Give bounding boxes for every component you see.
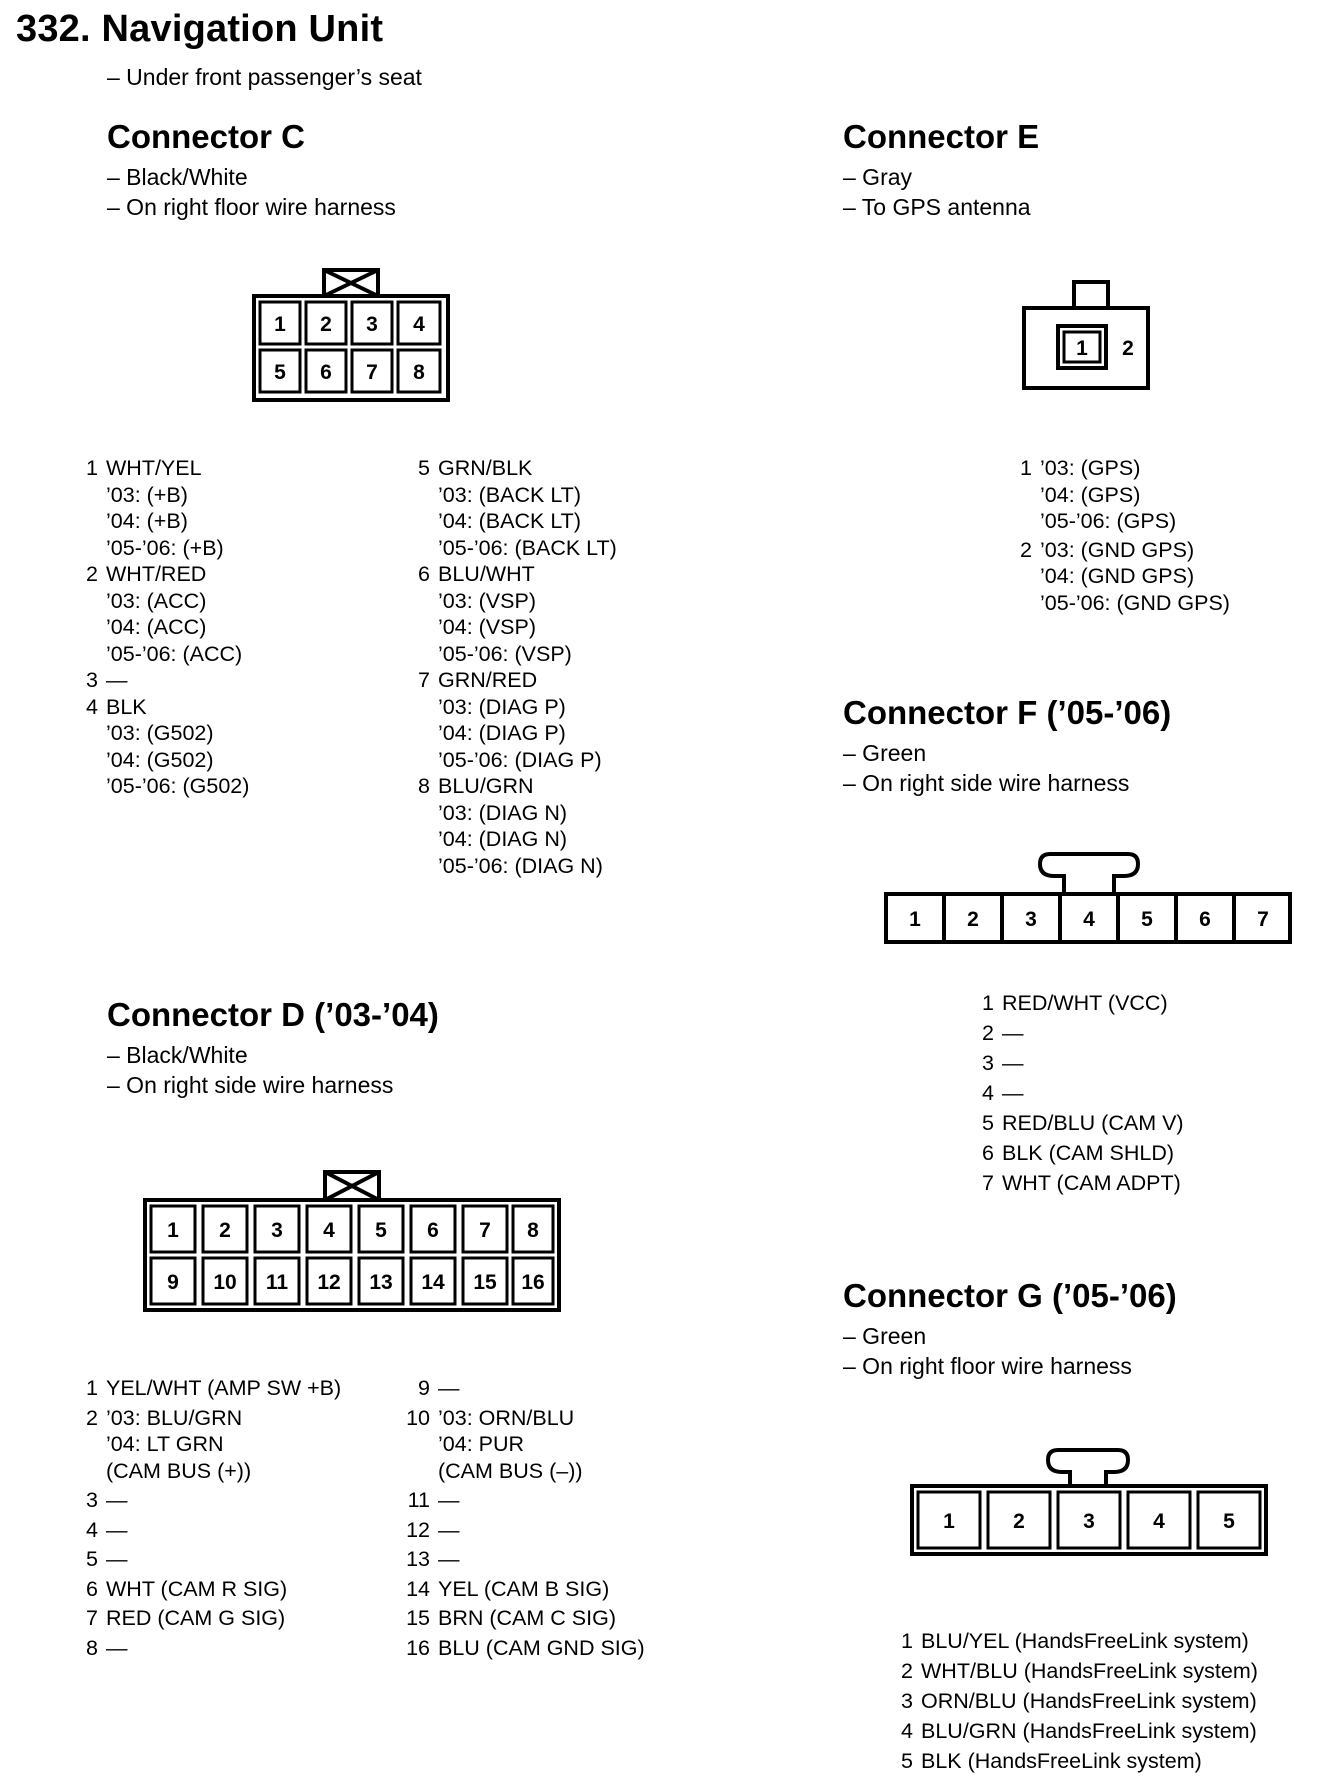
pin-wire: —	[106, 1547, 128, 1571]
pin-wire: RED/BLU (CAM V)	[1002, 1111, 1184, 1135]
connector-f-pin-label: 1	[909, 908, 921, 931]
connector-d-pin-label: 8	[527, 1219, 539, 1242]
pin-detail: ’05-’06: (+B)	[106, 535, 224, 560]
connector-g-section	[843, 1277, 1177, 1381]
connector-f-section	[843, 694, 1171, 798]
pin-detail: ’04: (GND GPS)	[1040, 564, 1195, 588]
pin-row	[964, 990, 1184, 1020]
pin-wire: —	[106, 1517, 128, 1542]
pin-detail: ’04: (VSP)	[438, 615, 536, 639]
pin-row	[394, 1605, 645, 1632]
connector-g-pin-label: 4	[1153, 1510, 1165, 1533]
pin-detail: ’03: (GPS)	[1040, 456, 1141, 480]
connector-g-latch	[1048, 1450, 1128, 1486]
pin-number: 1	[86, 456, 98, 480]
pin-detail: ’03: (G502)	[106, 721, 214, 745]
pin-row	[72, 1487, 341, 1514]
connector-e-color: – Gray	[843, 164, 913, 190]
connector-f-pin-label: 6	[1199, 908, 1211, 931]
pin-number: 5	[901, 1749, 913, 1773]
connector-f-diagram	[882, 850, 1294, 946]
pin-row	[964, 1140, 1184, 1170]
pin-wire: BLU/GRN	[438, 774, 534, 798]
pin-row	[72, 1576, 341, 1603]
connector-e-diagram	[1020, 278, 1156, 392]
connector-c-pin-label: 3	[366, 313, 378, 336]
connector-d-pin-label: 4	[323, 1219, 335, 1242]
pin-wire: BRN (CAM C SIG)	[438, 1606, 616, 1630]
pin-row	[883, 1628, 1258, 1658]
pin-number: 2	[1020, 537, 1032, 562]
pin-detail: (CAM BUS (+))	[106, 1458, 252, 1483]
connector-d-pin-label: 11	[265, 1271, 289, 1294]
pin-detail: ’05-’06: (VSP)	[438, 641, 572, 666]
pin-wire: BLU/YEL (HandsFreeLink system)	[921, 1629, 1249, 1653]
pin-number: 8	[418, 774, 430, 798]
pin-number: 13	[406, 1547, 430, 1571]
connector-d-pin-label: 9	[167, 1271, 179, 1294]
connector-d-pin-label: 6	[427, 1219, 439, 1242]
pin-number: 1	[86, 1376, 98, 1400]
pin-number: 7	[982, 1171, 994, 1195]
pin-wire: BLK (HandsFreeLink system)	[921, 1749, 1202, 1773]
pin-number: 7	[86, 1606, 98, 1630]
pin-wire: GRN/BLK	[438, 456, 533, 480]
connector-f-color: – Green	[843, 740, 927, 766]
pin-wire: —	[438, 1517, 460, 1542]
pin-wire: —	[438, 1488, 460, 1512]
pin-row	[883, 1688, 1258, 1718]
pin-row	[72, 1605, 341, 1632]
connector-g-pinlist	[883, 1628, 1258, 1778]
pin-row	[883, 1748, 1258, 1778]
connector-d-pin-label: 5	[375, 1219, 387, 1242]
connector-g-pin-label: 3	[1083, 1510, 1095, 1533]
pin-wire: ’03: ORN/BLU	[438, 1405, 575, 1430]
pin-row	[964, 1050, 1184, 1080]
pin-wire: WHT/BLU (HandsFreeLink system)	[921, 1659, 1258, 1683]
connector-f-pin-label: 5	[1141, 908, 1153, 931]
connector-c-pinlist-right	[404, 455, 617, 879]
page-title: 332. Navigation Unit	[16, 8, 384, 50]
pin-number: 3	[86, 1488, 98, 1512]
pin-number: 7	[418, 668, 430, 692]
pin-number: 5	[418, 456, 430, 480]
connector-c-pin-label: 2	[320, 313, 332, 336]
pin-row	[404, 773, 617, 879]
connector-d-pin-label: 3	[271, 1219, 283, 1242]
pin-wire: BLU/WHT	[438, 562, 535, 586]
pin-row	[394, 1546, 645, 1573]
pin-row	[72, 1546, 341, 1573]
connector-g-color: – Green	[843, 1323, 927, 1349]
pin-number: 10	[406, 1405, 430, 1430]
pin-number: 16	[406, 1635, 430, 1660]
pin-wire: RED (CAM G SIG)	[106, 1606, 286, 1630]
connector-f-pin-label: 3	[1025, 908, 1037, 931]
pin-wire: GRN/RED	[438, 668, 538, 692]
pin-detail: ’03: (GND GPS)	[1040, 537, 1195, 562]
pin-row	[964, 1110, 1184, 1140]
pin-row	[394, 1576, 645, 1603]
page-location: – Under front passenger’s seat	[107, 64, 422, 90]
pin-row	[394, 1487, 645, 1514]
pin-wire: —	[1002, 1081, 1024, 1105]
pin-number: 5	[982, 1111, 994, 1135]
pin-detail: ’03: (+B)	[106, 482, 188, 507]
connector-g-pin-label: 5	[1223, 1510, 1235, 1533]
connector-f-pin-label: 7	[1257, 908, 1269, 931]
connector-c-pin-label: 7	[366, 361, 378, 384]
pin-number: 4	[982, 1081, 994, 1105]
pin-number: 3	[901, 1689, 913, 1713]
connector-f-pinlist	[964, 990, 1184, 1200]
pin-wire: —	[438, 1547, 460, 1571]
pin-detail: ’04: (G502)	[106, 747, 214, 772]
connector-d-diagram	[141, 1168, 565, 1314]
connector-c-color: – Black/White	[107, 164, 248, 190]
pin-row	[883, 1718, 1258, 1748]
pin-wire: RED/WHT (VCC)	[1002, 991, 1168, 1015]
pin-row	[964, 1080, 1184, 1110]
pin-row	[72, 1405, 341, 1485]
pin-wire: WHT/RED	[106, 562, 207, 586]
pin-detail: ’04: (GPS)	[1040, 482, 1141, 507]
pin-number: 12	[406, 1517, 430, 1542]
pin-number: 4	[86, 694, 98, 719]
pin-wire: YEL/WHT (AMP SW +B)	[106, 1376, 342, 1400]
pin-number: 1	[982, 991, 994, 1015]
pin-wire: BLK	[106, 694, 147, 719]
pin-number: 6	[86, 1576, 98, 1601]
pin-row	[394, 1517, 645, 1544]
pin-number: 4	[86, 1517, 98, 1542]
connector-g-location: – On right floor wire harness	[843, 1353, 1132, 1379]
connector-d-location: – On right side wire harness	[107, 1072, 394, 1098]
connector-e-section	[843, 118, 1039, 222]
connector-d-pin-label: 2	[219, 1219, 231, 1242]
pin-wire: BLK (CAM SHLD)	[1002, 1141, 1175, 1165]
pin-wire: —	[106, 1635, 128, 1660]
pin-row	[72, 694, 249, 800]
pin-number: 1	[901, 1629, 913, 1653]
connector-f-heading: Connector F (’05-’06)	[843, 694, 1172, 731]
connector-c-pinlist-left	[72, 455, 249, 800]
pin-detail: ’03: (ACC)	[106, 588, 207, 613]
connector-e-pin-label: 1	[1076, 337, 1088, 360]
pin-wire: —	[1002, 1021, 1024, 1045]
pin-row	[72, 561, 249, 667]
connector-c-section	[107, 118, 396, 222]
pin-detail: ’04: LT GRN	[106, 1432, 224, 1456]
connector-c-pin-label: 8	[413, 361, 425, 384]
connector-f-pin-label: 4	[1083, 908, 1095, 931]
connector-d-section	[107, 996, 439, 1100]
connector-d-pinlist-right	[394, 1375, 645, 1661]
pin-number: 9	[418, 1376, 430, 1400]
pin-row	[404, 667, 617, 773]
pin-wire: ORN/BLU (HandsFreeLink system)	[921, 1689, 1257, 1713]
connector-g-pin-label: 1	[943, 1510, 955, 1533]
pin-wire: —	[1002, 1051, 1024, 1075]
pin-row	[72, 1375, 341, 1402]
pin-wire: —	[106, 668, 128, 692]
connector-c-location: – On right floor wire harness	[107, 194, 396, 220]
pin-detail: ’05-’06: (G502)	[106, 774, 250, 798]
pin-number: 2	[86, 562, 98, 586]
pin-detail: ’03: (DIAG N)	[438, 800, 568, 825]
pin-row	[404, 561, 617, 667]
connector-f-location: – On right side wire harness	[843, 770, 1130, 796]
connector-f-latch	[1040, 854, 1138, 894]
pin-wire: WHT (CAM R SIG)	[106, 1576, 288, 1601]
pin-detail: ’04: (BACK LT)	[438, 509, 581, 533]
pin-wire: ’03: BLU/GRN	[106, 1405, 243, 1430]
connector-g-pin-label: 2	[1013, 1510, 1025, 1533]
pin-row	[394, 1375, 645, 1402]
pin-wire: BLU (CAM GND SIG)	[438, 1635, 645, 1660]
pin-row	[72, 667, 249, 694]
connector-e-pinlist	[1006, 455, 1230, 616]
pin-detail: ’05-’06: (DIAG P)	[438, 747, 602, 772]
pin-detail: (CAM BUS (–))	[438, 1458, 583, 1483]
pin-number: 11	[407, 1488, 430, 1512]
pin-number: 4	[901, 1719, 913, 1743]
pin-row	[1006, 455, 1230, 535]
pin-detail: ’03: (VSP)	[438, 588, 536, 613]
connector-d-pin-label: 7	[479, 1219, 491, 1242]
pin-number: 2	[901, 1659, 913, 1683]
pin-detail: ’04: (DIAG N)	[438, 827, 568, 851]
pin-detail: ’04: PUR	[438, 1432, 525, 1456]
pin-number: 1	[1020, 456, 1032, 480]
connector-c-pin-label: 4	[413, 313, 425, 336]
connector-c-pin-label: 6	[320, 361, 332, 384]
pin-detail: ’05-’06: (GPS)	[1040, 509, 1177, 533]
pin-row	[883, 1658, 1258, 1688]
connector-c-heading: Connector C	[107, 118, 305, 155]
connector-d-pin-label: 1	[167, 1219, 179, 1242]
connector-d-pinlist-left	[72, 1375, 341, 1661]
pin-row	[964, 1170, 1184, 1200]
pin-number: 5	[86, 1547, 98, 1571]
pin-number: 3	[86, 668, 98, 692]
connector-e-heading: Connector E	[843, 118, 1040, 155]
pin-detail: ’03: (BACK LT)	[438, 482, 581, 507]
connector-e-pin-label: 2	[1122, 337, 1134, 360]
pin-number: 2	[86, 1405, 98, 1430]
connector-g-heading: Connector G (’05-’06)	[843, 1277, 1177, 1314]
connector-d-pin-label: 16	[521, 1271, 545, 1294]
pin-number: 3	[982, 1051, 994, 1075]
pin-number: 8	[86, 1635, 98, 1660]
connector-d-color: – Black/White	[107, 1042, 248, 1068]
pin-detail: ’03: (DIAG P)	[438, 694, 566, 719]
pin-wire: —	[106, 1488, 128, 1512]
pin-wire: WHT/YEL	[106, 456, 202, 480]
pin-wire: BLU/GRN (HandsFreeLink system)	[921, 1719, 1257, 1743]
pin-number: 6	[982, 1141, 994, 1165]
pin-row	[394, 1635, 645, 1662]
pin-row	[964, 1020, 1184, 1050]
pin-row	[72, 1635, 341, 1662]
pin-detail: ’05-’06: (BACK LT)	[438, 535, 617, 560]
connector-f-pin-label: 2	[967, 908, 979, 931]
connector-d-pin-label: 12	[317, 1271, 341, 1294]
pin-number: 2	[982, 1021, 994, 1045]
pin-number: 14	[406, 1576, 430, 1601]
connector-c-pin-label: 5	[274, 361, 286, 384]
pin-detail: ’04: (+B)	[106, 509, 188, 533]
pin-number: 15	[406, 1606, 430, 1630]
connector-e-location: – To GPS antenna	[843, 194, 1031, 220]
pin-detail: ’05-’06: (ACC)	[106, 641, 243, 666]
pin-wire: YEL (CAM B SIG)	[438, 1576, 610, 1601]
connector-d-pin-label: 15	[473, 1271, 497, 1294]
connector-g-diagram	[908, 1446, 1270, 1558]
pin-row	[394, 1405, 645, 1485]
connector-d-pin-label: 13	[369, 1271, 393, 1294]
connector-c-diagram	[250, 266, 460, 406]
pin-row	[72, 455, 249, 561]
connector-d-pin-label: 10	[213, 1271, 237, 1294]
pin-number: 6	[418, 562, 430, 586]
pin-row	[404, 455, 617, 561]
pin-detail: ’04: (ACC)	[106, 615, 207, 639]
pin-detail: ’04: (DIAG P)	[438, 721, 566, 745]
pin-row	[72, 1517, 341, 1544]
connector-e-latch	[1074, 282, 1108, 308]
pin-detail: ’05-’06: (GND GPS)	[1040, 590, 1230, 615]
pin-detail: ’05-’06: (DIAG N)	[438, 853, 603, 878]
pin-wire: —	[438, 1376, 460, 1400]
connector-d-heading: Connector D (’03-’04)	[107, 996, 439, 1033]
connector-c-pin-label: 1	[274, 313, 286, 336]
pin-row	[1006, 537, 1230, 617]
connector-d-pin-label: 14	[421, 1271, 445, 1294]
pin-wire: WHT (CAM ADPT)	[1002, 1171, 1181, 1195]
